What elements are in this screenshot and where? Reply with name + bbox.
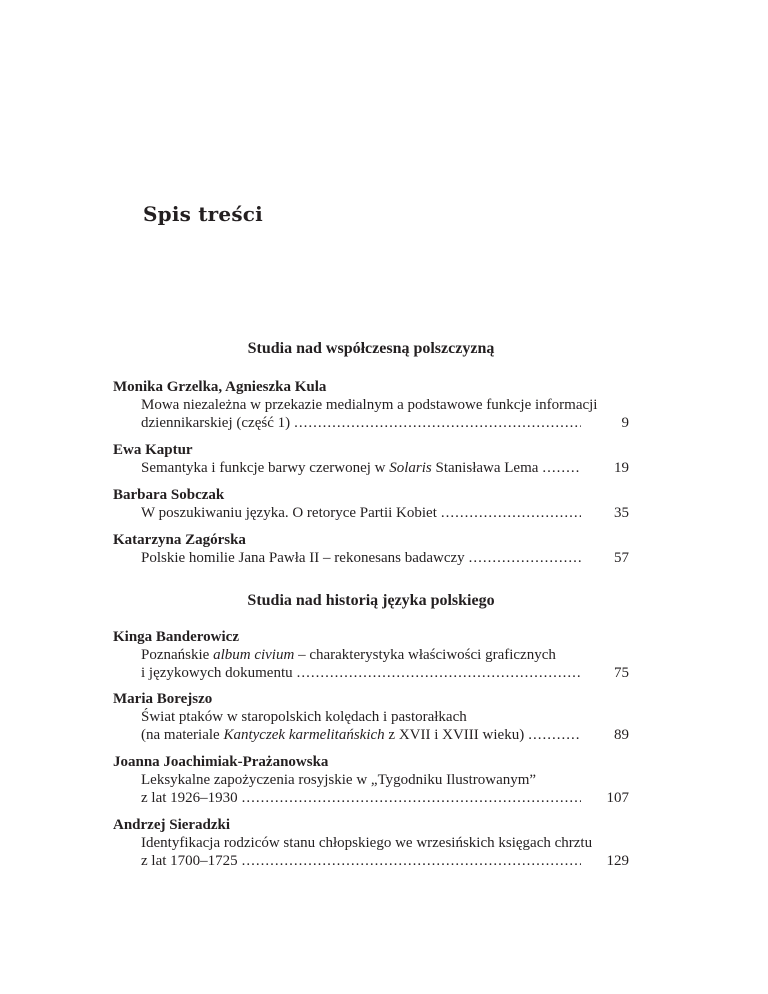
entry-title-line: Leksykalne zapożyczenia rosyjskie w „Tygodniku Ilustrowanym”	[141, 772, 537, 788]
entry-title-line: z lat 1926–1930	[141, 790, 238, 806]
dot-leader	[441, 504, 581, 522]
toc-entry[interactable]	[113, 816, 629, 870]
entry-page-number: 9	[621, 415, 629, 431]
dot-leader	[242, 852, 581, 870]
entry-title-line: dziennikarskiej (część 1)	[141, 415, 291, 431]
entry-title-line: Semantyka i funkcje barwy czerwonej w Solaris Stanisława Lema	[141, 460, 539, 476]
toc-entry[interactable]	[113, 690, 629, 744]
toc-entry[interactable]	[113, 378, 629, 432]
entry-title-line: Świat ptaków w staropolskich kolędach i pastorałkach	[141, 709, 467, 725]
entry-author: Kinga Banderowicz	[113, 629, 239, 645]
toc-entry[interactable]	[113, 486, 629, 522]
dot-leader	[528, 726, 581, 744]
entry-page-number: 35	[614, 505, 629, 521]
entry-title-line: Polskie homilie Jana Pawła II – rekonesans badawczy	[141, 550, 465, 566]
entry-page-number: 19	[614, 460, 629, 476]
entry-page-number: 75	[614, 665, 629, 681]
entry-authors: Monika Grzelka, Agnieszka Kula	[113, 379, 327, 395]
entry-title-line: W poszukiwaniu języka. O retoryce Partii Kobiet	[141, 505, 437, 521]
entry-page-number: 129	[606, 853, 629, 869]
entry-title-line: Identyfikacja rodziców stanu chłopskiego we wrzesińskich księgach chrztu	[141, 835, 593, 851]
page-title: Spis treści	[143, 202, 263, 226]
toc-entry[interactable]	[113, 531, 629, 567]
entry-author: Andrzej Sieradzki	[113, 817, 231, 833]
entry-title-line: (na materiale Kantyczek karmelitańskich z XVII i XVIII wieku)	[141, 727, 525, 743]
dot-leader	[297, 664, 581, 682]
entry-page-number: 107	[606, 790, 629, 806]
entry-title-line: z lat 1700–1725	[141, 853, 238, 869]
dot-leader	[542, 459, 581, 477]
entry-page-number: 57	[614, 550, 629, 566]
toc-entry[interactable]	[113, 753, 629, 807]
entry-title-line: i językowych dokumentu	[141, 665, 293, 681]
dot-leader	[242, 789, 581, 807]
entry-title-line: Mowa niezależna w przekazie medialnym a podstawowe funkcje informacji	[141, 397, 598, 413]
entry-author: Joanna Joachimiak-Prażanowska	[113, 754, 329, 770]
entry-author: Maria Borejszo	[113, 691, 213, 707]
entry-title-line: Poznańskie album civium – charakterystyka właściwości graficznych	[141, 647, 556, 663]
entry-page-number: 89	[614, 727, 629, 743]
entry-author: Barbara Sobczak	[113, 487, 225, 503]
entry-author: Ewa Kaptur	[113, 442, 193, 458]
dot-leader	[294, 414, 581, 432]
toc-entry[interactable]	[113, 628, 629, 682]
entry-author: Katarzyna Zagórska	[113, 532, 246, 548]
section-heading-contemporary: Studia nad współczesną polszczyzną	[247, 340, 495, 357]
toc-entry[interactable]	[113, 441, 629, 477]
section-heading-history: Studia nad historią języka polskiego	[247, 592, 495, 609]
dot-leader	[469, 549, 581, 567]
